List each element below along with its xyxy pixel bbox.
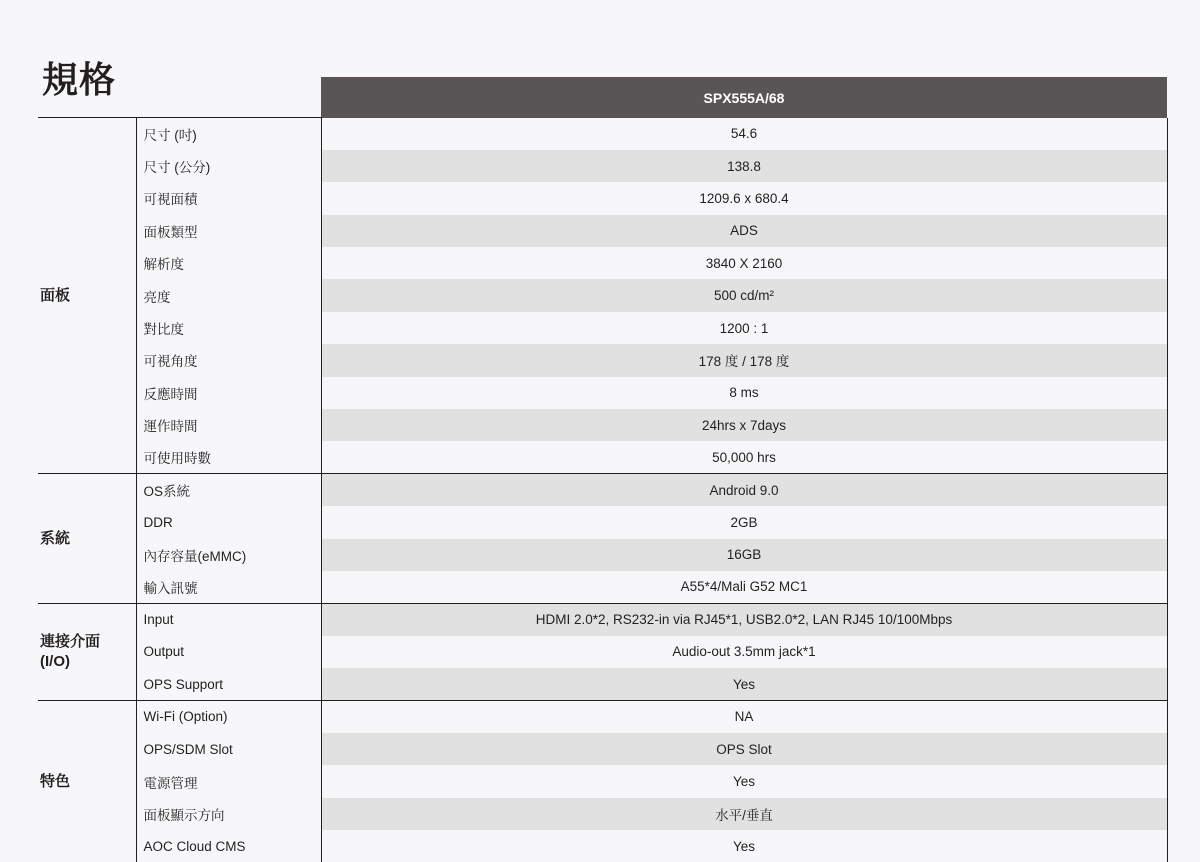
spec-value: A55*4/Mali G52 MC1	[321, 571, 1167, 603]
spec-row	[38, 474, 1167, 506]
spec-label: 亮度	[136, 279, 321, 311]
spec-label: OPS/SDM Slot	[136, 733, 321, 765]
spec-row	[38, 344, 1167, 376]
spec-label: AOC Cloud CMS	[136, 830, 321, 862]
spec-row	[38, 765, 1167, 797]
spec-label: 面板類型	[136, 215, 321, 247]
spec-label: 反應時間	[136, 377, 321, 409]
model-header	[321, 77, 1167, 118]
spec-label: OS系統	[136, 474, 321, 506]
spec-label: 尺寸 (公分)	[136, 150, 321, 182]
spec-value: Android 9.0	[321, 474, 1167, 506]
spec-label: DDR	[136, 506, 321, 538]
page-title: 規格	[42, 52, 116, 103]
spec-value: Yes	[321, 830, 1167, 862]
spec-label: 對比度	[136, 312, 321, 344]
spec-value: 178 度 / 178 度	[321, 344, 1167, 376]
spec-value: ADS	[321, 215, 1167, 247]
spec-value: 水平/垂直	[321, 798, 1167, 830]
spec-row	[38, 279, 1167, 311]
spec-table-body	[38, 118, 1167, 862]
spec-row	[38, 636, 1167, 668]
spec-value: 138.8	[321, 150, 1167, 182]
spec-label: 運作時間	[136, 409, 321, 441]
spec-row	[38, 409, 1167, 441]
spec-row	[38, 668, 1167, 700]
spec-value: HDMI 2.0*2, RS232-in via RJ45*1, USB2.0*2, LAN RJ45 10/100Mbps	[321, 603, 1167, 635]
spec-row	[38, 312, 1167, 344]
spec-value: Yes	[321, 668, 1167, 700]
spec-value: 500 cd/m²	[321, 279, 1167, 311]
spec-row	[38, 506, 1167, 538]
spec-row	[38, 182, 1167, 214]
spec-label: 電源管理	[136, 765, 321, 797]
spec-row	[38, 571, 1167, 603]
spec-label: OPS Support	[136, 668, 321, 700]
spec-value: 8 ms	[321, 377, 1167, 409]
category-cell: 系統	[38, 474, 136, 604]
spec-value: OPS Slot	[321, 733, 1167, 765]
spec-value: Audio-out 3.5mm jack*1	[321, 636, 1167, 668]
spec-value: NA	[321, 701, 1167, 733]
spec-label: 可視面積	[136, 182, 321, 214]
spec-value: 24hrs x 7days	[321, 409, 1167, 441]
category-cell: 連接介面 (I/O)	[38, 603, 136, 700]
spec-row	[38, 377, 1167, 409]
spec-value: 1209.6 x 680.4	[321, 182, 1167, 214]
spec-value: 16GB	[321, 539, 1167, 571]
spec-table	[38, 117, 1168, 862]
spec-label: Output	[136, 636, 321, 668]
spec-row	[38, 603, 1167, 635]
spec-label: 可使用時數	[136, 441, 321, 473]
spec-row	[38, 150, 1167, 182]
spec-row	[38, 733, 1167, 765]
spec-label: 內存容量(eMMC)	[136, 539, 321, 571]
spec-value: Yes	[321, 765, 1167, 797]
category-cell: 特色	[38, 701, 136, 862]
spec-label: 尺寸 (吋)	[136, 118, 321, 150]
spec-row	[38, 830, 1167, 862]
spec-label: 面板顯示方向	[136, 798, 321, 830]
spec-label: Wi-Fi (Option)	[136, 701, 321, 733]
spec-value: 3840 X 2160	[321, 247, 1167, 279]
spec-row	[38, 441, 1167, 473]
spec-value: 2GB	[321, 506, 1167, 538]
spec-value: 1200 : 1	[321, 312, 1167, 344]
model-name: SPX555A/68	[704, 90, 785, 106]
spec-row	[38, 798, 1167, 830]
spec-row	[38, 247, 1167, 279]
spec-value: 54.6	[321, 118, 1167, 150]
spec-row	[38, 215, 1167, 247]
spec-value: 50,000 hrs	[321, 441, 1167, 473]
spec-label: 解析度	[136, 247, 321, 279]
spec-label: 輸入訊號	[136, 571, 321, 603]
spec-row	[38, 118, 1167, 150]
spec-row	[38, 701, 1167, 733]
category-cell: 面板	[38, 118, 136, 474]
spec-label: Input	[136, 603, 321, 635]
spec-row	[38, 539, 1167, 571]
spec-label: 可視角度	[136, 344, 321, 376]
